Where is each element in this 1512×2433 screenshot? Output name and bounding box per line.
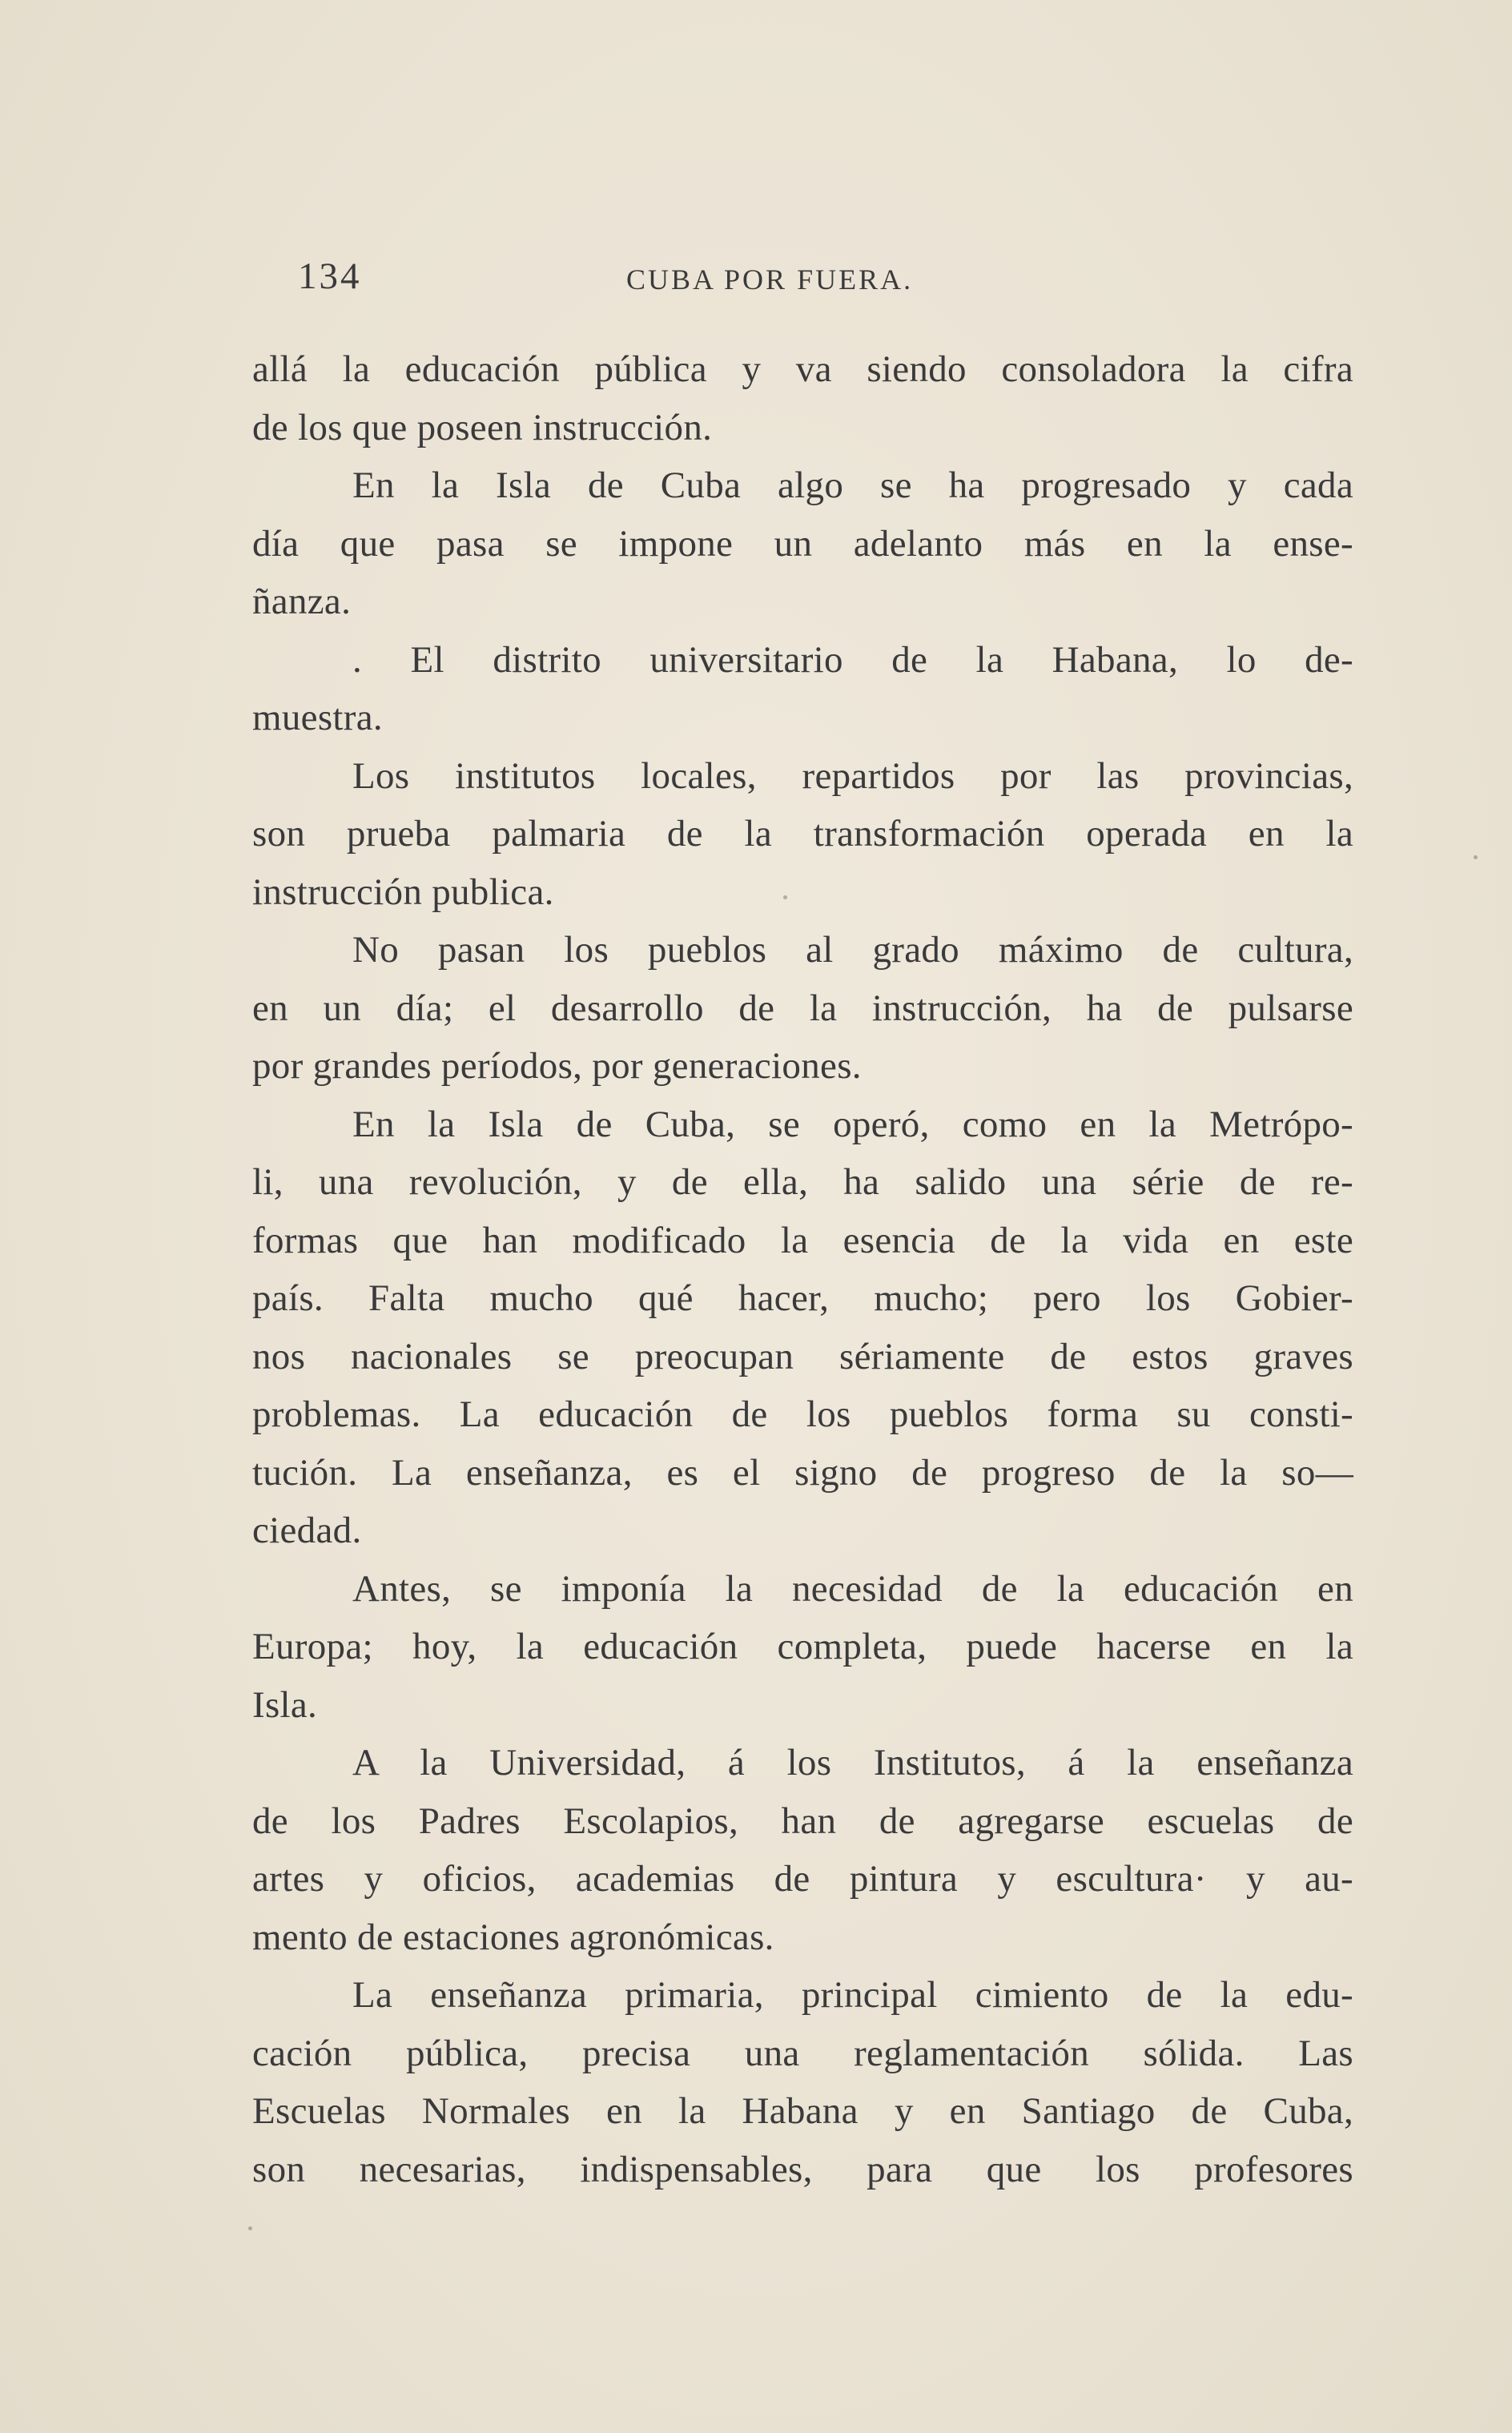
text-line: país. Falta mucho qué hacer, mucho; pero los Gobier- — [252, 1277, 1353, 1319]
text-line: mento de estaciones agronómicas. — [252, 1916, 774, 1958]
text-line: cación pública, precisa una reglamentación sólida. Las — [252, 2032, 1353, 2074]
print-speck — [783, 895, 787, 899]
print-speck — [248, 2226, 252, 2230]
text-line: A la Universidad, á los Institutos, á la enseñanza — [352, 1742, 1353, 1784]
page-number: 134 — [298, 255, 362, 297]
text-line: son necesarias, indispensables, para que los profesores — [252, 2148, 1353, 2190]
text-line: Escuelas Normales en la Habana y en Santiago de Cuba, — [252, 2090, 1353, 2132]
text-line: formas que han modificado la esencia de la vida en este — [252, 1219, 1353, 1261]
text-line: artes y oficios, academias de pintura y escultura· y au- — [252, 1858, 1353, 1900]
text-line: tución. La enseñanza, es el signo de progreso de la so— — [252, 1451, 1353, 1494]
text-line: día que pasa se impone un adelanto más en la ense- — [252, 522, 1353, 565]
text-line: No pasan los pueblos al grado máximo de cultura, — [352, 929, 1353, 971]
text-line: La enseñanza primaria, principal cimiento de la edu- — [352, 1974, 1353, 2016]
body-text — [252, 340, 1353, 2198]
text-line: . El distrito universitario de la Habana, lo de- — [352, 638, 1353, 681]
text-line: de los que poseen instrucción. — [252, 406, 713, 448]
text-line: en un día; el desarrollo de la instrucción, ha de pulsarse — [252, 987, 1353, 1029]
text-line: ñanza. — [252, 581, 352, 622]
text-line: son prueba palmaria de la transformación operada en la — [252, 813, 1353, 855]
print-speck — [1474, 855, 1478, 859]
text-line: de los Padres Escolapios, han de agregarse escuelas de — [252, 1800, 1353, 1842]
text-line: ciedad. — [252, 1510, 362, 1551]
text-line: Isla. — [252, 1683, 318, 1726]
text-line: Europa; hoy, la educación completa, puede hacerse en la — [252, 1626, 1353, 1667]
text-line: problemas. La educación de los pueblos forma su consti- — [252, 1393, 1353, 1435]
page-header — [298, 255, 955, 303]
text-line: nos nacionales se preocupan sériamente de estos graves — [252, 1335, 1353, 1377]
running-title: CUBA POR FUERA. — [626, 263, 914, 296]
text-line: Antes, se imponía la necesidad de la educación en — [352, 1567, 1353, 1610]
text-line: En la Isla de Cuba, se operó, como en la Metrópo- — [352, 1103, 1353, 1145]
text-line: allá la educación pública y va siendo consoladora la cifra — [252, 348, 1353, 390]
text-line: li, una revolución, y de ella, ha salido una série de re- — [252, 1161, 1353, 1203]
text-line: muestra. — [252, 697, 383, 738]
text-line: por grandes períodos, por generaciones. — [252, 1045, 862, 1087]
text-line: En la Isla de Cuba algo se ha progresado y cada — [352, 464, 1353, 506]
text-line: Los institutos locales, repartidos por las provincias, — [352, 754, 1353, 797]
text-line: instrucción publica. — [252, 871, 554, 913]
